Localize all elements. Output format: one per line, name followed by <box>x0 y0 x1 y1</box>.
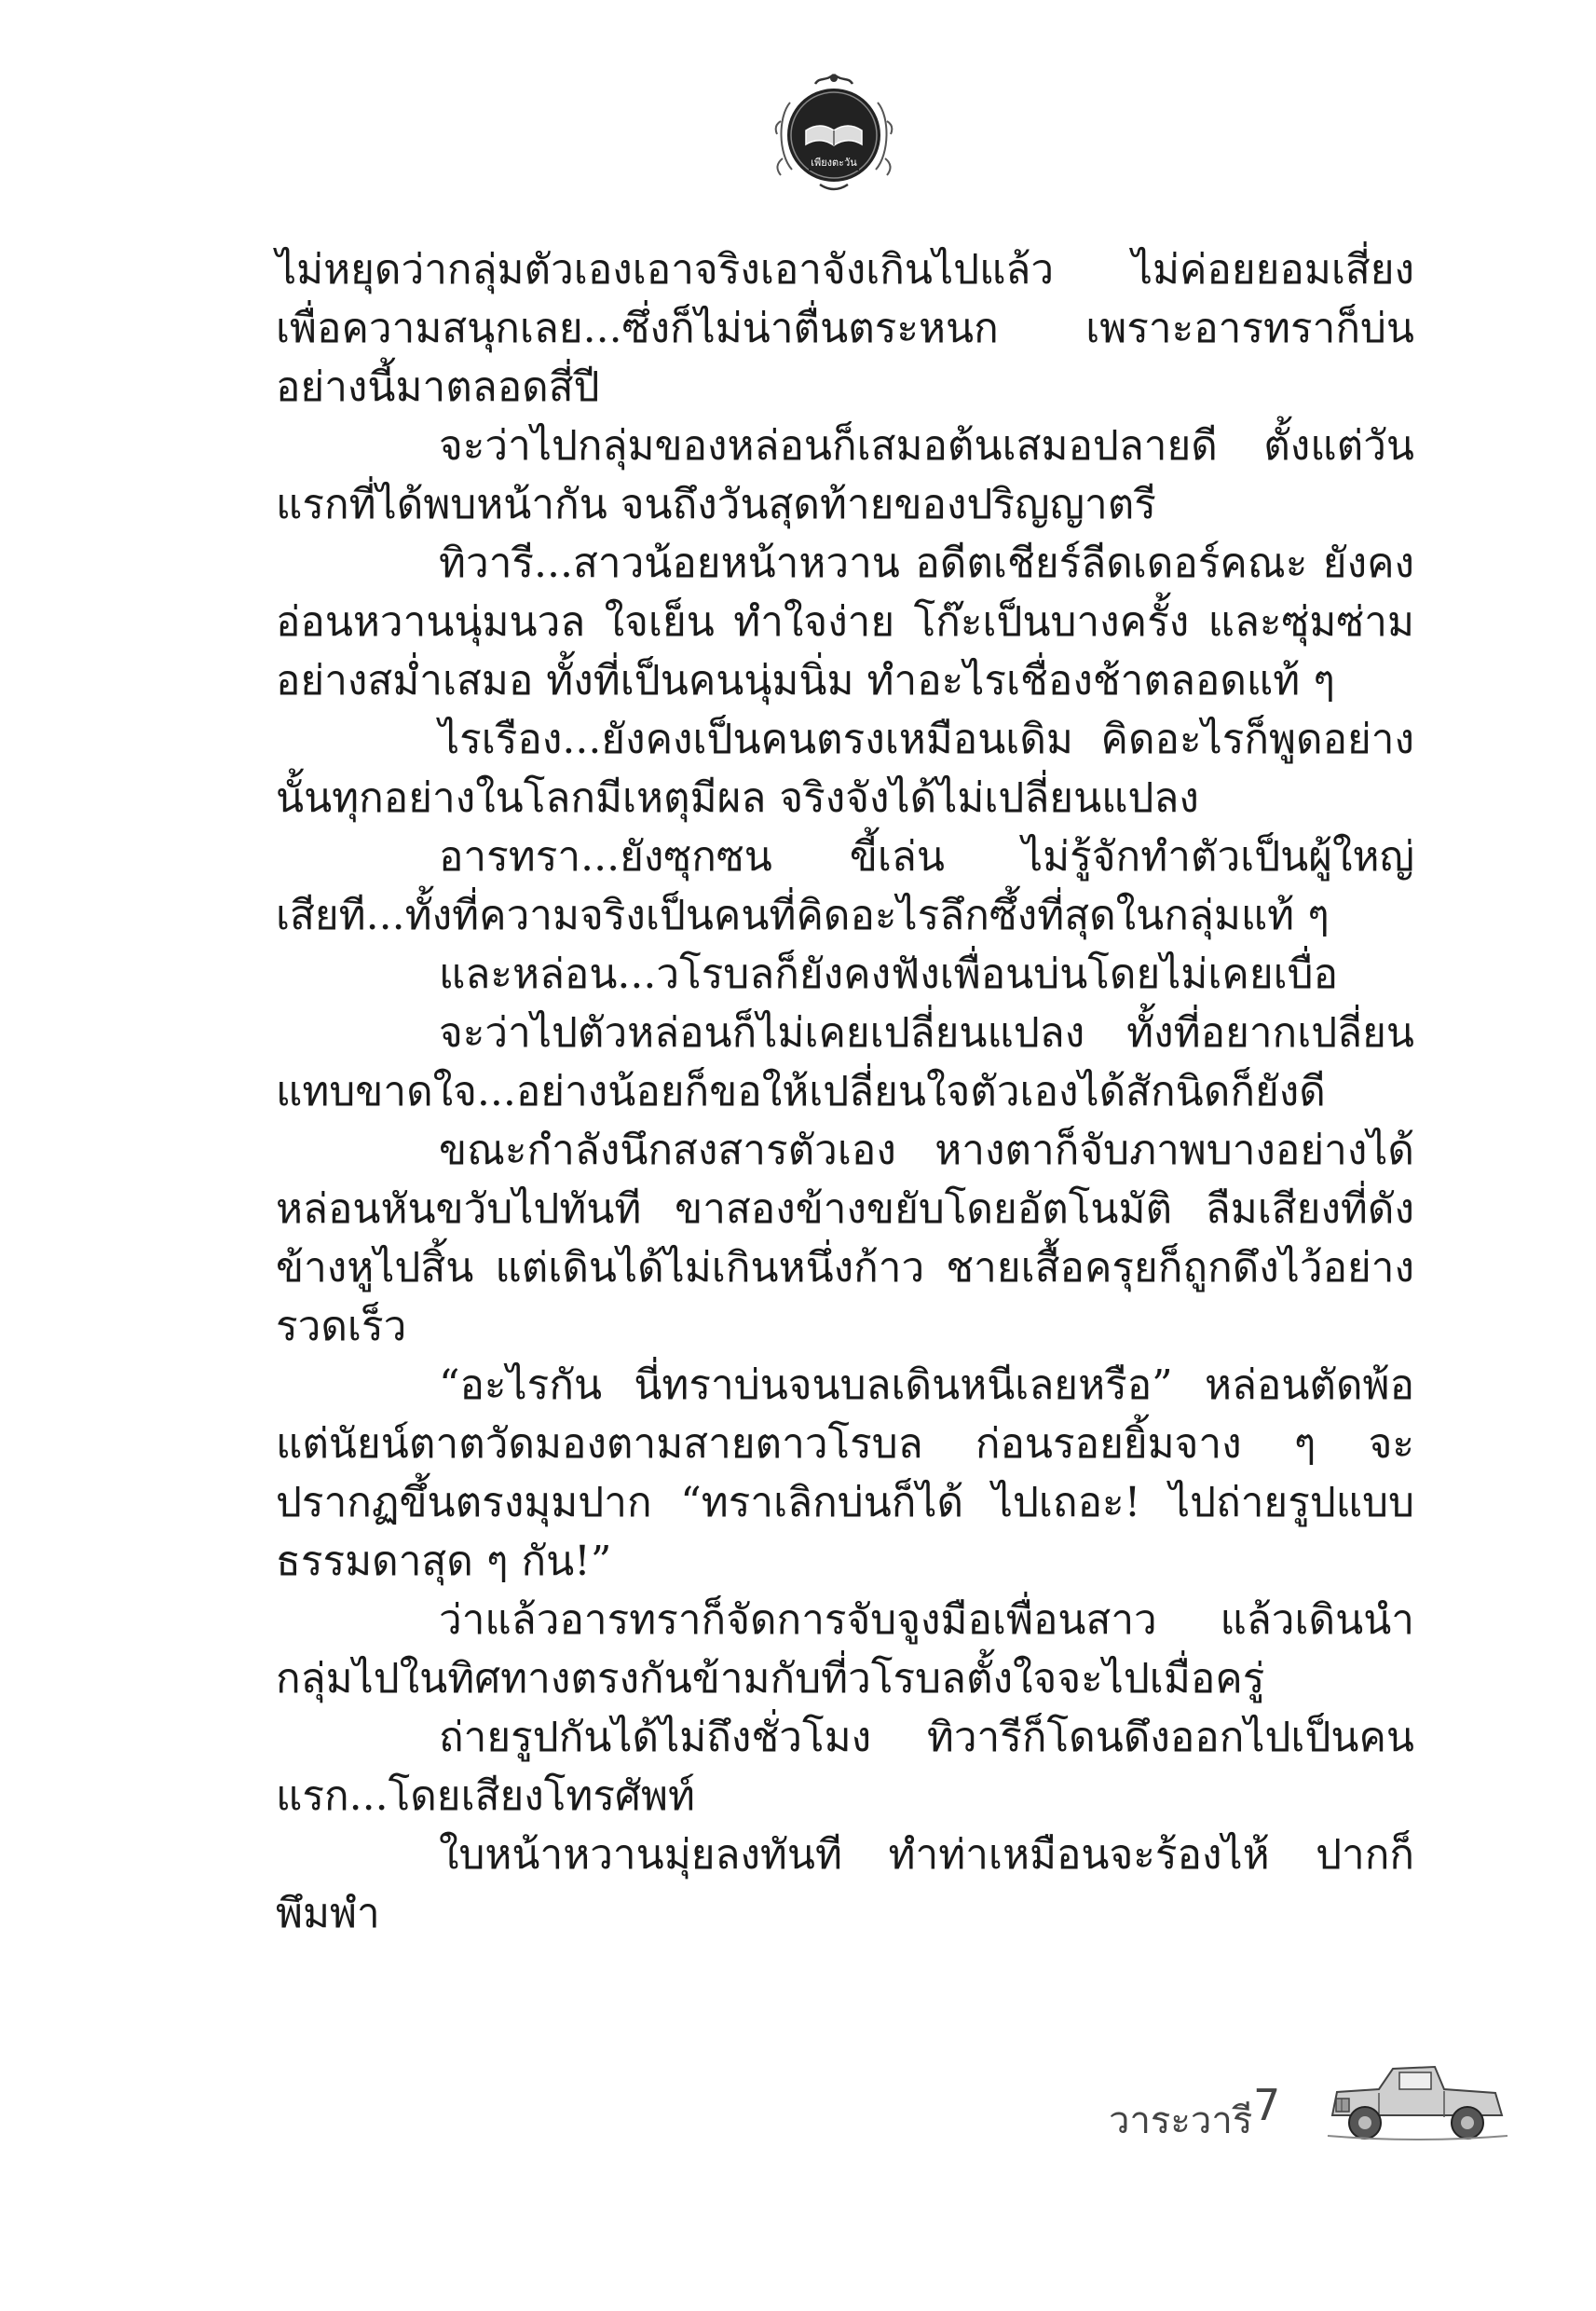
paragraph: จะว่าไปกลุ่มของหล่อนก็เสมอต้นเสมอปลายดี ตั้งแต่วันแรกที่ได้พบหน้ากัน จนถึงวันสุดท้ายของปริญญาตรี <box>276 422 1414 528</box>
body-text <box>276 240 1414 1943</box>
paragraph: จะว่าไปตัวหล่อนก็ไม่เคยเปลี่ยนแปลง ทั้งที่อยากเปลี่ยนแทบขาดใจ...อย่างน้อยก็ขอให้เปลี่ยนใจตัวเองได้สักนิดก็ยังดี <box>276 1009 1414 1115</box>
paragraph: และหล่อน...วโรบลก็ยังคงฟังเพื่อนบ่นโดยไม่เคยเบื่อ <box>439 950 1339 998</box>
paragraph: “อะไรกัน นี่ทราบ่นจนบลเดินหนีเลยหรือ” หล่อนตัดพ้อ แต่นัยน์ตาตวัดมองตามสายตาวโรบล ก่อนรอยยิ้มจาง ๆ จะปรากฏขึ้นตรงมุมปาก “ทราเลิกบ่นก็ได้ ไปเถอะ! ไปถ่ายรูปแบบธรรมดาสุด ๆ กัน!” <box>276 1361 1414 1585</box>
paragraph: ไรเรือง...ยังคงเป็นคนตรงเหมือนเดิม คิดอะไรก็พูดอย่างนั้นทุกอย่างในโลกมีเหตุมีผล จริงจังได้ไม่เปลี่ยนแปลง <box>276 716 1414 822</box>
paragraph: ถ่ายรูปกันได้ไม่ถึงชั่วโมง ทิวารีก็โดนดึงออกไปเป็นคนแรก...โดยเสียงโทรศัพท์ <box>276 1714 1414 1820</box>
page-number: 7 <box>1253 2080 1281 2130</box>
book-title: วาระวารี <box>1109 2099 1253 2142</box>
logo-emblem <box>764 65 904 205</box>
paragraph: ว่าแล้วอารทราก็จัดการจับจูงมือเพื่อนสาว แล้วเดินนำกลุ่มไปในทิศทางตรงกันข้ามกับที่วโรบลตั้งใจจะไปเมื่อครู่ <box>276 1596 1414 1702</box>
logo-text: เพียงตะวัน <box>811 157 857 169</box>
paragraph: อารทรา...ยังซุกซน ขี้เล่น ไม่รู้จักทำตัวเป็นผู้ใหญ่เสียที...ทั้งที่ความจริงเป็นคนที่คิดอะไรลึกซึ้งที่สุดในกลุ่มแท้ ๆ <box>276 833 1414 939</box>
paragraph: ไม่หยุดว่ากลุ่มตัวเองเอาจริงเอาจังเกินไปแล้ว ไม่ค่อยยอมเสี่ยงเพื่อความสนุกเลย...ซึ่งก็ไม่น่าตื่นตระหนก เพราะอารทราก็บ่นอย่างนี้มาตลอดสี่ปี <box>276 246 1414 411</box>
paragraph: ใบหน้าหวานมุ่ยลงทันที ทำท่าเหมือนจะร้องไห้ ปากก็พึมพำ <box>276 1831 1414 1937</box>
paragraph: ทิวารี...สาวน้อยหน้าหวาน อดีตเชียร์ลีดเดอร์คณะ ยังคงอ่อนหวานนุ่มนวล ใจเย็น ทำใจง่าย โก๊ะเป็นบางครั้ง และซุ่มซ่ามอย่างสม่ำเสมอ ทั้งที่เป็นคนนุ่มนิ่ม ทำอะไรเชื่องช้าตลอดแท้ ๆ <box>276 540 1414 704</box>
paragraph: ขณะกำลังนึกสงสารตัวเอง หางตาก็จับภาพบางอย่างได้หล่อนหันขวับไปทันที ขาสองข้างขยับโดยอัตโนมัติ ลืมเสียงที่ดังข้างหูไปสิ้น แต่เดินได้ไม่เกินหนึ่งก้าว ชายเสื้อครุยก็ถูกดึงไว้อย่างรวดเร็ว <box>276 1127 1414 1350</box>
ornamental-book-crest-icon <box>764 65 904 205</box>
vintage-pickup-truck-icon <box>1323 2050 1509 2153</box>
